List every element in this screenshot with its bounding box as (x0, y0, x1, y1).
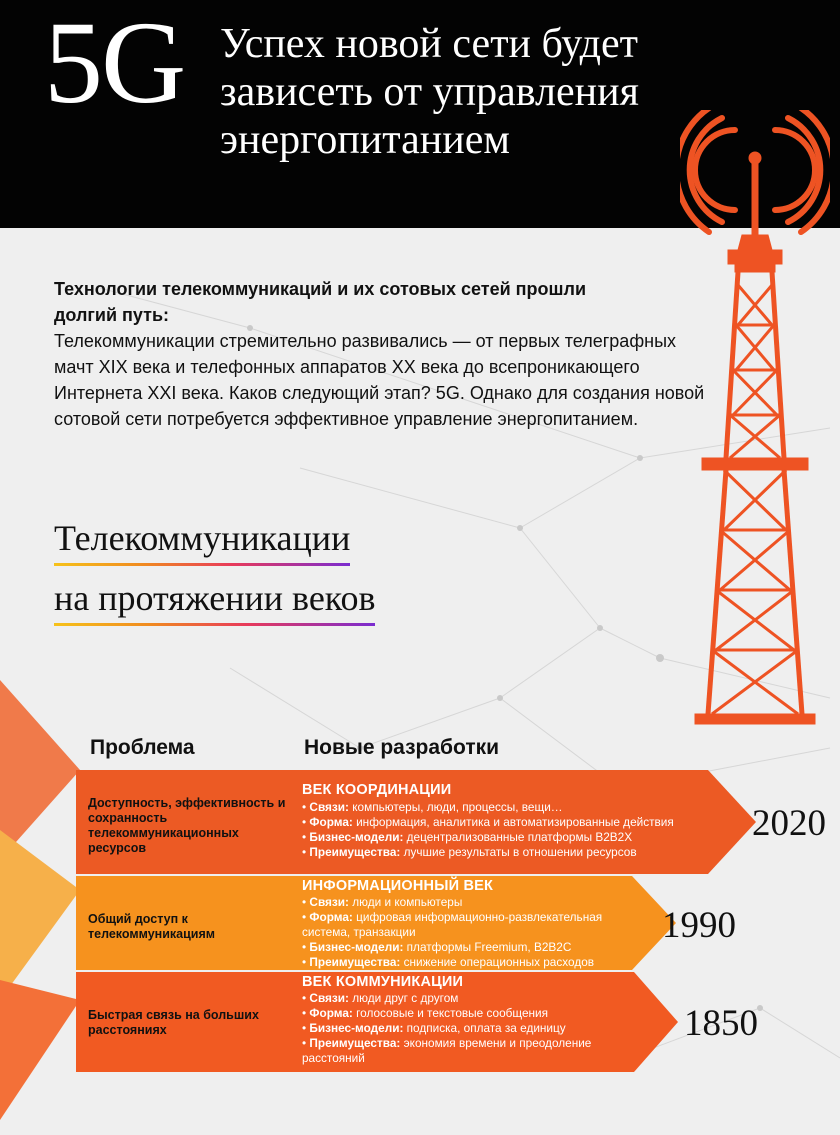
era-details: • Связи: компьютеры, люди, процессы, вещи… • Форма: информация, аналитика и автоматизированные действия • Бизнес-модели: децентрализованные платформы B2B2X • Преимущества: лучшие результаты в отношении ресурсов (302, 800, 674, 859)
detail-text: децентрализованные платформы B2B2X (406, 830, 633, 844)
detail-label: Связи: (309, 895, 349, 909)
detail-text: компьютеры, люди, процессы, вещи… (352, 800, 563, 814)
title-underline (54, 623, 375, 626)
intro-lead: Технологии телекоммуникаций и их сотовых сетей прошли долгий путь: (54, 279, 587, 325)
detail-text: цифровая информационно-развлекательная система, транзакции (302, 910, 603, 939)
detail-text: платформы Freemium, B2B2C (406, 940, 572, 954)
detail-text: голосовые и текстовые сообщения (356, 1006, 549, 1020)
detail-label: Преимущества: (309, 1036, 401, 1050)
problem-text: Быстрая связь на больших расстояниях (88, 1008, 259, 1037)
detail-label: Форма: (309, 910, 353, 924)
detail-label: Преимущества: (309, 845, 401, 859)
section-title-text-2: на протяжении веков (54, 578, 376, 618)
era-band-information (76, 876, 676, 970)
detail-label: Преимущества: (309, 955, 401, 969)
header-badge: 5G (44, 0, 185, 128)
page-title: Успех новой сети будет зависеть от управления энергопитанием (220, 21, 639, 163)
detail-label: Форма: (309, 815, 353, 829)
section-title-text-1: Телекоммуникации (54, 518, 351, 558)
detail-label: Бизнес-модели: (309, 940, 404, 954)
column-header-developments: Новые разработки (304, 736, 500, 759)
detail-text: люди друг с другом (352, 991, 459, 1005)
section-title-line1 (54, 516, 350, 560)
detail-text: подписка, оплата за единицу (406, 1021, 566, 1035)
era-title: ВЕК КООРДИНАЦИИ (302, 782, 452, 798)
left-decor (0, 680, 80, 1120)
era-band-coordination (76, 770, 756, 874)
era-details: • Связи: люди друг с другом • Форма: голосовые и текстовые сообщения • Бизнес-модели: подписка, оплата за единицу • Преимущества: экономия времени и преодоление расстояний (302, 991, 592, 1065)
detail-text: люди и компьютеры (352, 895, 463, 909)
detail-label: Бизнес-модели: (309, 830, 404, 844)
era-details: • Связи: люди и компьютеры • Форма: цифровая информационно-развлекательная система, транзакции • Бизнес-модели: платформы Freemium, B2B2C • Преимущества: снижение операционных расходов (302, 895, 603, 969)
era-year: 2020 (752, 803, 826, 844)
detail-label: Связи: (309, 800, 349, 814)
column-header-problem: Проблема (90, 736, 195, 759)
intro-text (54, 276, 714, 432)
problem-text: Доступность, эффективность и сохранность телекоммуникационных ресурсов (88, 796, 286, 855)
section-title-line2 (54, 576, 375, 620)
intro-body: Телекоммуникации стремительно развивались — от первых телеграфных мачт XIX века и телефонных аппаратов XX века до всепроникающего Интернета XXI века. Каков следующий этап? 5G. Однако для создания новой сотовой сети потребуется эффективное управление энергопитанием. (54, 331, 705, 429)
detail-label: Форма: (309, 1006, 353, 1020)
era-band-communication (76, 972, 678, 1072)
detail-text: снижение операционных расходов (403, 955, 595, 969)
era-year: 1850 (684, 1003, 758, 1044)
era-title: ИНФОРМАЦИОННЫЙ ВЕК (302, 878, 494, 894)
detail-label: Бизнес-модели: (309, 1021, 404, 1035)
detail-text: экономия времени и преодоление расстояний (302, 1036, 592, 1065)
detail-text: информация, аналитика и автоматизированные действия (356, 815, 674, 829)
era-year: 1990 (662, 905, 736, 946)
detail-label: Связи: (309, 991, 349, 1005)
title-underline (54, 563, 350, 566)
problem-text: Общий доступ к телекоммуникациям (88, 912, 215, 941)
era-title: ВЕК КОММУНИКАЦИИ (302, 974, 464, 990)
detail-text: лучшие результаты в отношении ресурсов (403, 845, 637, 859)
